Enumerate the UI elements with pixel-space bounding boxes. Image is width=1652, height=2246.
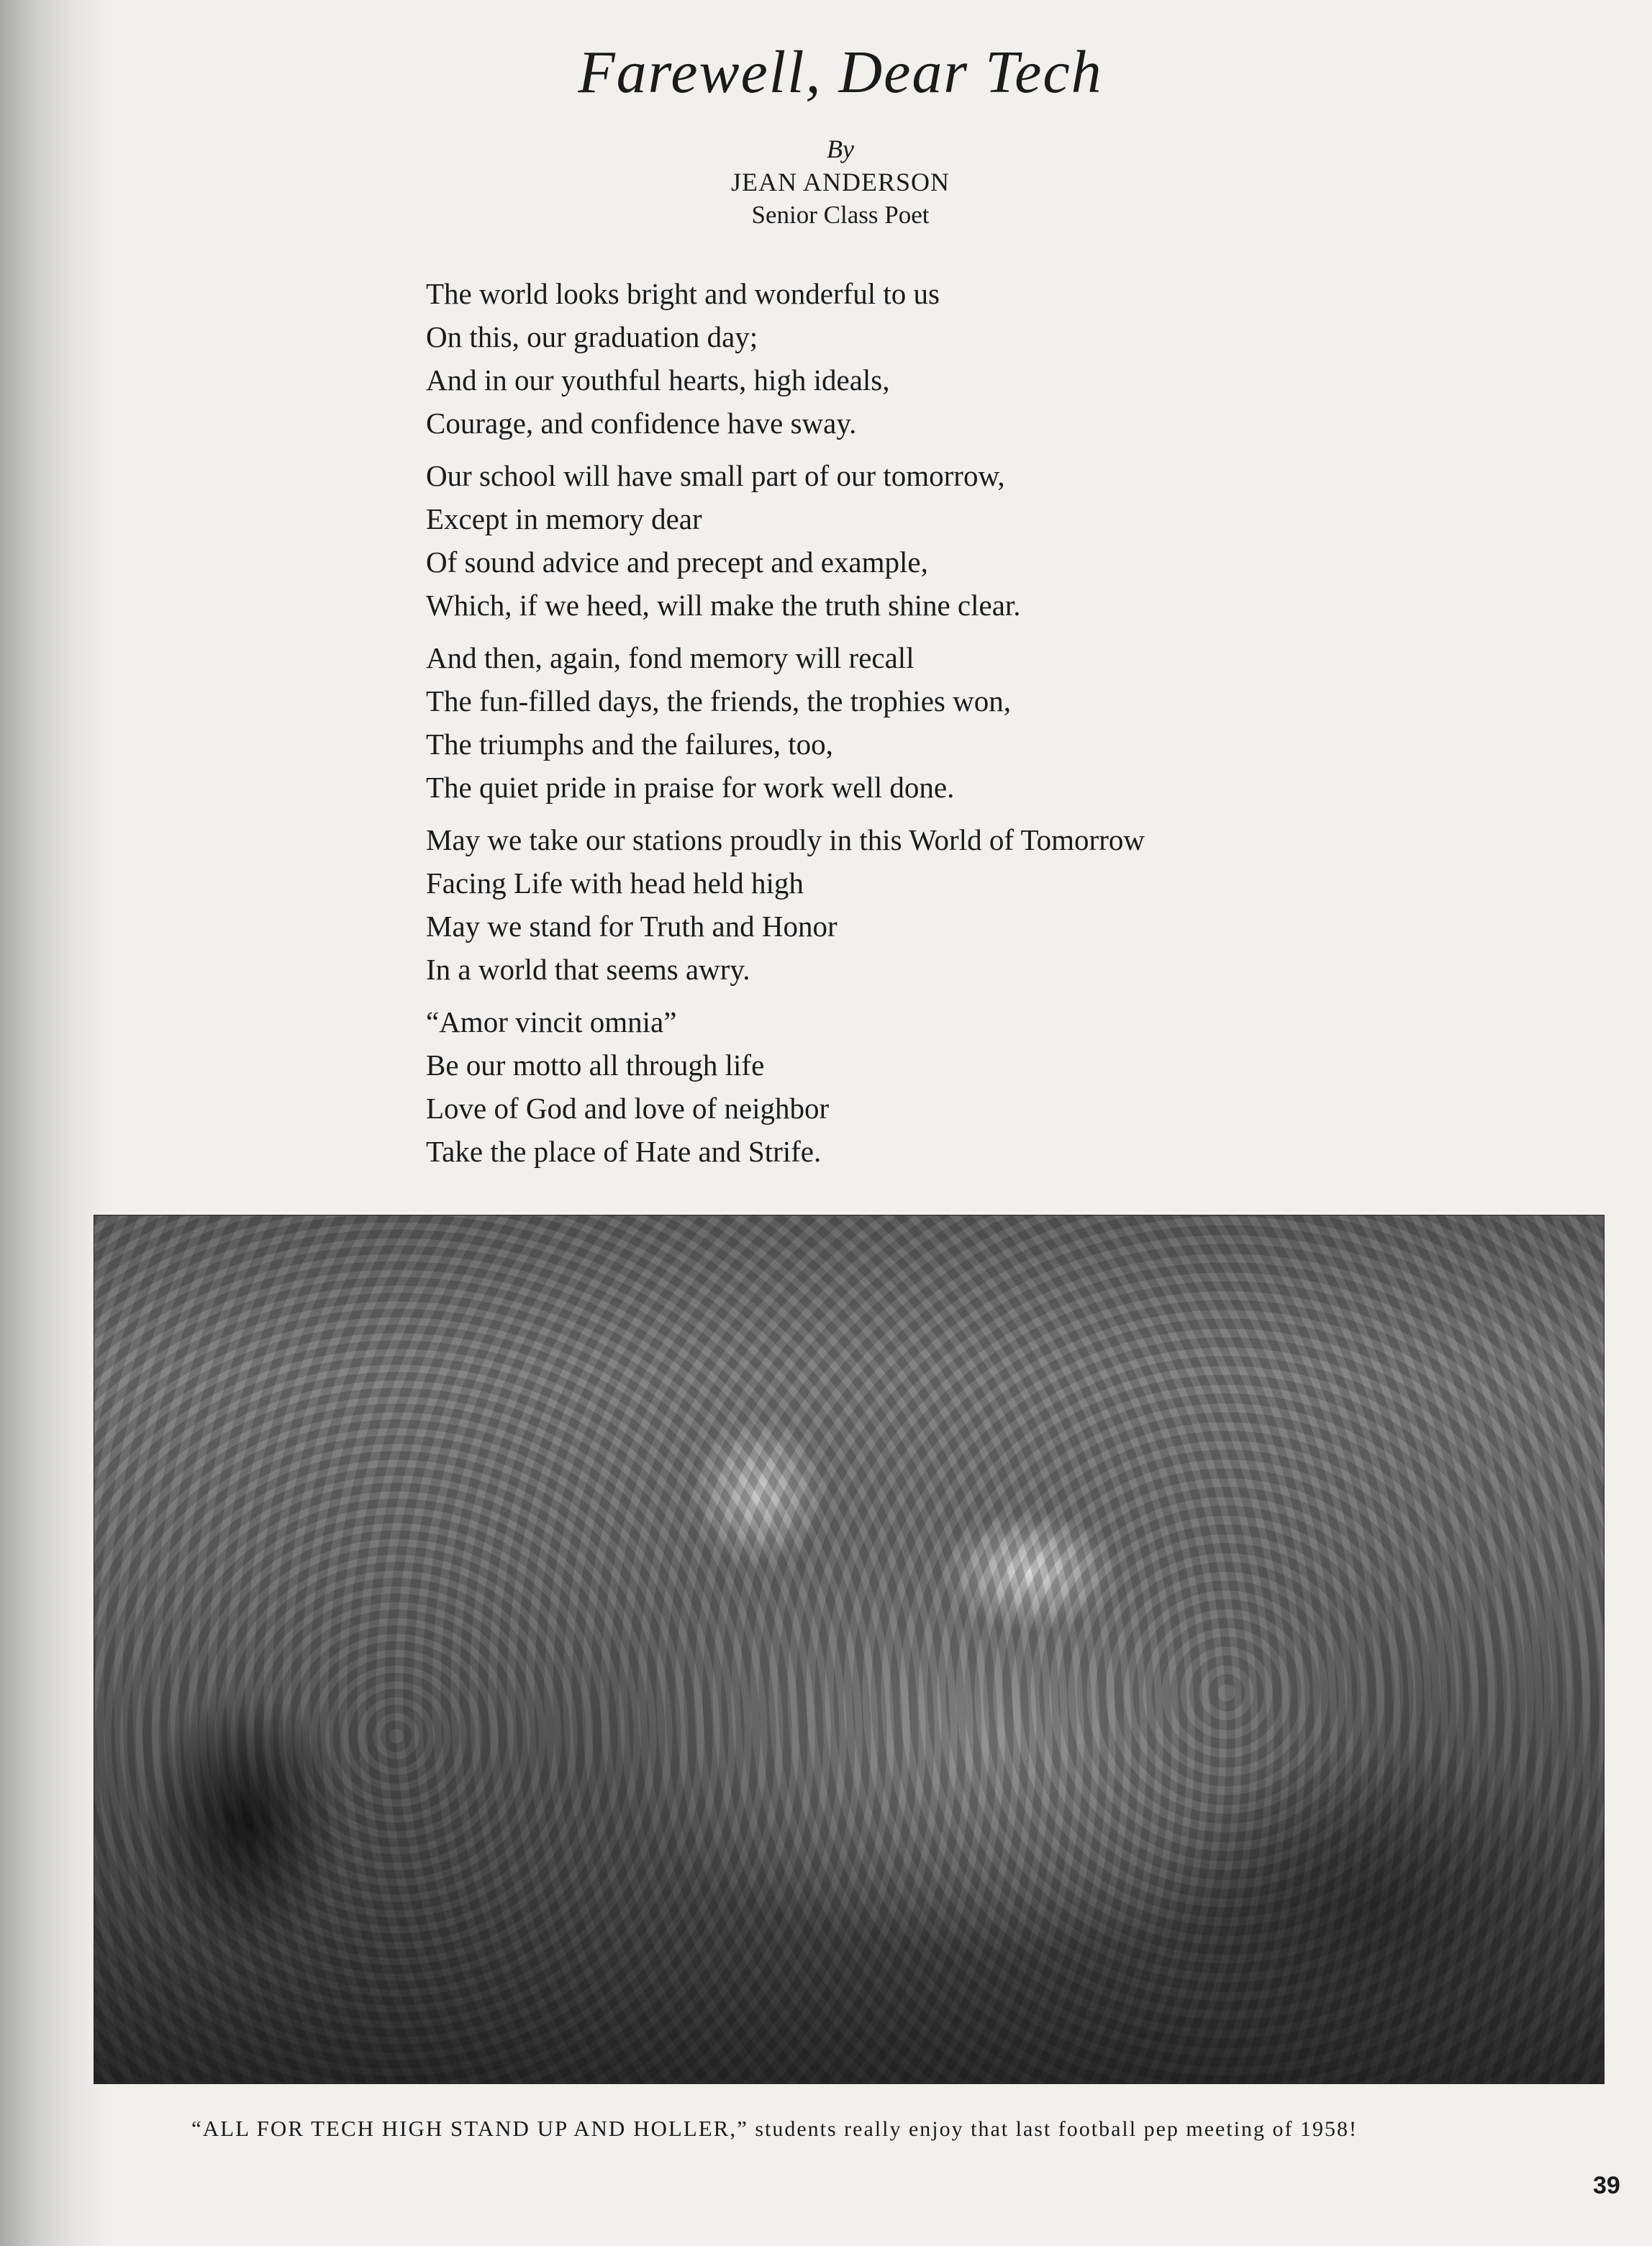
- byline-by: By: [827, 135, 854, 163]
- poem-line: Except in memory dear: [426, 502, 702, 535]
- poem-line: Love of God and love of neighbor: [426, 1092, 830, 1125]
- stanza-2: [426, 454, 1433, 627]
- binding-shadow: [0, 0, 108, 2246]
- pep-rally-photo: [94, 1215, 1605, 2084]
- stanza-1: [426, 272, 1433, 445]
- poem-line: May we take our stations proudly in this World of Tomorrow: [426, 823, 1145, 856]
- poem-line: In a world that seems awry.: [426, 953, 750, 986]
- poem-line: Take the place of Hate and Strife.: [426, 1135, 822, 1168]
- poem-line: The world looks bright and wonderful to us: [426, 277, 940, 310]
- stanza-4: [426, 818, 1433, 991]
- stanza-3: [426, 636, 1433, 809]
- poem-line: Facing Life with head held high: [426, 866, 804, 900]
- poem-line: Our school will have small part of our tomorrow,: [426, 459, 1005, 492]
- crowd-texture: [94, 1215, 1604, 2083]
- page-number: 39: [1593, 2172, 1620, 2199]
- byline: [0, 132, 1652, 232]
- poem-line: The triumphs and the failures, too,: [426, 728, 833, 761]
- poem-line: The fun-filled days, the friends, the trophies won,: [426, 684, 1011, 717]
- poem-line: Which, if we heed, will make the truth shine clear.: [426, 589, 1021, 622]
- poem-line: And then, again, fond memory will recall: [426, 641, 914, 674]
- poem-line: And in our youthful hearts, high ideals,: [426, 363, 890, 397]
- poem-line: The quiet pride in praise for work well done.: [426, 771, 955, 804]
- photo-caption: [191, 2116, 1558, 2142]
- poem: [426, 272, 1433, 1182]
- byline-author: JEAN ANDERSON: [730, 168, 950, 196]
- poem-line: Courage, and confidence have sway.: [426, 407, 857, 440]
- poem-line: May we stand for Truth and Honor: [426, 910, 838, 943]
- poem-line: Be our motto all through life: [426, 1049, 765, 1082]
- poem-line: “Amor vincit omnia”: [426, 1005, 677, 1038]
- poem-line: On this, our graduation day;: [426, 320, 758, 353]
- poem-line: Of sound advice and precept and example,: [426, 545, 928, 579]
- caption-text: students really enjoy that last football pep meeting of 1958!: [748, 2117, 1358, 2141]
- byline-role: Senior Class Poet: [751, 201, 930, 229]
- page-title: Farewell, Dear Tech: [578, 39, 1103, 106]
- caption-quote: “ALL FOR TECH HIGH STAND UP AND HOLLER,”: [191, 2116, 748, 2141]
- stanza-5: [426, 1000, 1433, 1173]
